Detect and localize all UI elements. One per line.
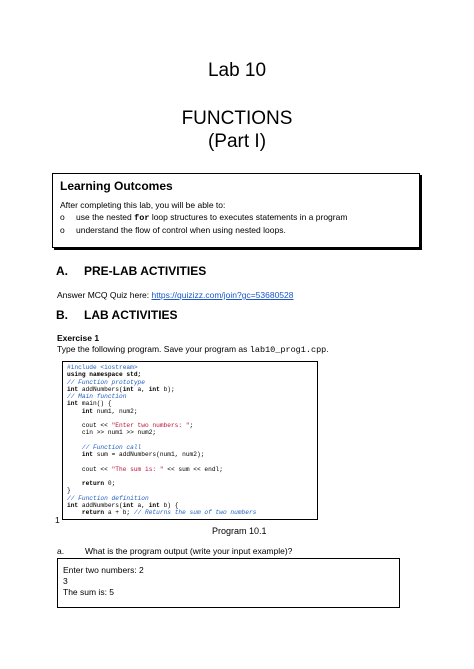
learning-outcomes-list: [60, 211, 412, 236]
bullet-marker: o: [60, 225, 65, 235]
learning-outcome-item: [60, 224, 412, 236]
code-line: cout << "Enter two numbers: ";: [67, 422, 194, 429]
section-a-title: PRE-LAB ACTIVITIES: [84, 264, 207, 278]
learning-outcome-text: use the nested for loop structures to executes statements in a program: [76, 212, 348, 223]
learning-outcome-item: [60, 211, 412, 224]
quiz-text: Answer MCQ Quiz here:: [57, 290, 152, 300]
learning-outcome-text: understand the flow of control when using nested loops.: [76, 225, 286, 235]
code-line: }: [67, 487, 71, 495]
question-text: What is the program output (write your input example)?: [85, 546, 293, 556]
code-line: int sum = addNumbers(num1, num2);: [81, 451, 205, 458]
learning-outcomes-box: [52, 173, 420, 248]
code-line: [67, 437, 313, 444]
learning-outcomes-heading: Learning Outcomes: [60, 179, 173, 193]
code-line: cout << "The sum is: " << sum << endl;: [67, 465, 223, 473]
part-title: (Part I): [207, 131, 267, 152]
code-line: int main() {: [67, 400, 112, 408]
lab-title: Lab 10: [207, 60, 267, 81]
output-line: Enter two numbers: 2: [63, 565, 144, 575]
code-line: return a + b; // Returns the sum of two numbers: [81, 509, 257, 516]
code-line: return 0;: [81, 480, 116, 487]
side-number: 1: [55, 515, 60, 525]
code-line: using namespace std;: [67, 371, 142, 379]
section-b-heading: [56, 308, 178, 322]
code-line: #include <iostream>: [67, 364, 138, 371]
code-line: [67, 473, 313, 480]
code-line: cin >> num1 >> num2;: [67, 429, 157, 437]
topic-title: FUNCTIONS: [181, 108, 293, 129]
question-a: [57, 546, 292, 556]
code-line: // Function call: [81, 443, 142, 451]
code-line: // Main function: [67, 393, 127, 400]
code-line: [67, 415, 313, 422]
section-a-letter: A.: [56, 264, 68, 278]
code-line: int num1, num2;: [81, 407, 138, 415]
program-caption: Program 10.1: [212, 526, 267, 536]
question-label: a.: [57, 546, 65, 556]
section-b-title: LAB ACTIVITIES: [84, 308, 178, 322]
section-b-letter: B.: [56, 308, 68, 322]
code-listing: [62, 361, 318, 520]
output-line: 3: [63, 576, 68, 586]
learning-outcomes-intro: After completing this lab, you will be able to:: [60, 200, 226, 210]
code-line: // Function definition: [67, 494, 149, 502]
quiz-link[interactable]: https://quizizz.com/join?gc=53680528: [151, 290, 294, 300]
exercise-desc-text: Type the following program. Save your program as: [57, 344, 250, 354]
code-line: [67, 458, 313, 465]
quiz-line: [57, 290, 293, 300]
exercise-filename: lab10_prog1.cpp: [249, 345, 327, 355]
output-line: The sum is: 5: [63, 587, 115, 597]
bullet-marker: o: [60, 212, 65, 222]
code-line: int addNumbers(int a, int b);: [67, 385, 175, 393]
exercise-description: [57, 344, 329, 355]
code-line: // Function prototype: [67, 378, 145, 386]
code-line: int addNumbers(int a, int b) {: [67, 501, 179, 509]
answer-box[interactable]: [57, 558, 400, 608]
inline-code: for: [134, 213, 150, 223]
exercise-title: Exercise 1: [57, 333, 100, 343]
exercise-desc-end: .: [326, 344, 329, 354]
section-a-heading: [56, 264, 206, 278]
